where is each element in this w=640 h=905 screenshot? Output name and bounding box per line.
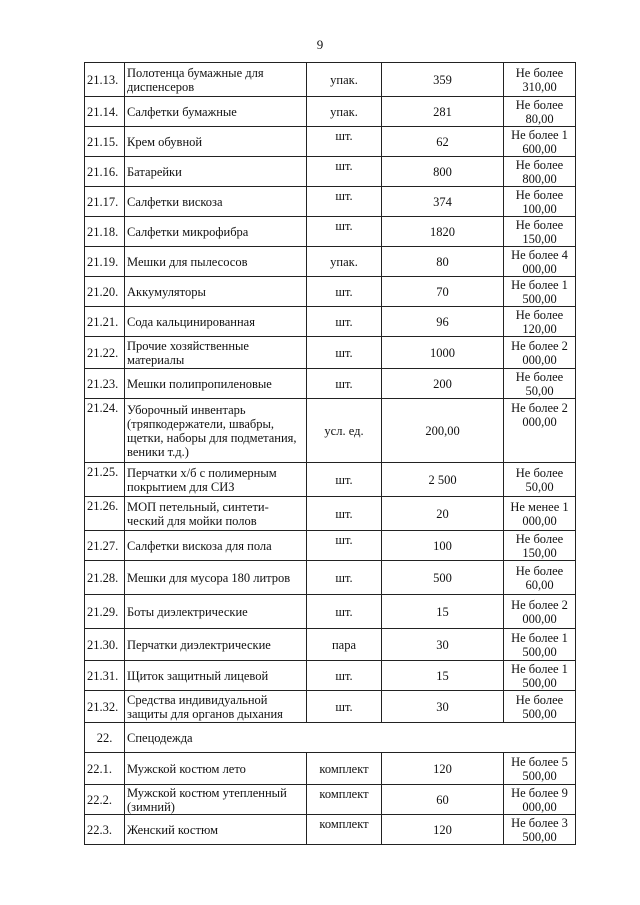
item-name: МОП петельный, синтети-ческий для мойки полов (125, 497, 307, 531)
row-number: 22.2. (85, 785, 125, 815)
row-number: 21.22. (85, 337, 125, 369)
item-quantity: 2 500 (382, 463, 504, 497)
item-quantity: 200,00 (382, 399, 504, 463)
row-number: 21.14. (85, 97, 125, 127)
table-row (85, 337, 576, 369)
item-price: Не более 150,00 (504, 217, 576, 247)
item-price: Не более 2 000,00 (504, 337, 576, 369)
item-quantity: 359 (382, 63, 504, 97)
table-row (85, 63, 576, 97)
row-number: 21.23. (85, 369, 125, 399)
item-name: Салфетки микрофибра (125, 217, 307, 247)
item-name: Сода кальцинированная (125, 307, 307, 337)
table-row (85, 97, 576, 127)
item-name: Боты диэлектрические (125, 595, 307, 629)
item-quantity: 20 (382, 497, 504, 531)
table-row (85, 691, 576, 723)
item-quantity: 30 (382, 629, 504, 661)
item-unit: пара (307, 629, 382, 661)
item-name: Мешки для мусора 180 литров (125, 561, 307, 595)
item-quantity: 281 (382, 97, 504, 127)
item-quantity: 800 (382, 157, 504, 187)
item-quantity: 96 (382, 307, 504, 337)
table-row (85, 785, 576, 815)
item-price: Не более 2 000,00 (504, 595, 576, 629)
table-row (85, 753, 576, 785)
row-number: 21.27. (85, 531, 125, 561)
row-number: 21.17. (85, 187, 125, 217)
row-number: 21.25. (85, 463, 125, 497)
item-quantity: 500 (382, 561, 504, 595)
item-quantity: 15 (382, 595, 504, 629)
row-number: 21.18. (85, 217, 125, 247)
item-quantity: 1000 (382, 337, 504, 369)
table-row (85, 187, 576, 217)
row-number: 21.32. (85, 691, 125, 723)
page-number: 9 (316, 37, 324, 52)
item-name: Салфетки вискоза (125, 187, 307, 217)
item-name: Мужской костюм утепленный (зимний) (125, 785, 307, 815)
table-row (85, 307, 576, 337)
item-price: Не более 80,00 (504, 97, 576, 127)
item-price: Не более 150,00 (504, 531, 576, 561)
section-number: 22. (85, 723, 125, 753)
table-row (85, 369, 576, 399)
row-number: 21.21. (85, 307, 125, 337)
table-row (85, 399, 576, 463)
item-unit: упак. (307, 63, 382, 97)
item-unit: шт. (307, 497, 382, 531)
item-unit: шт. (307, 157, 382, 187)
item-price: Не более 100,00 (504, 187, 576, 217)
item-price: Не более 50,00 (504, 463, 576, 497)
item-price: Не более 800,00 (504, 157, 576, 187)
table-row (85, 661, 576, 691)
row-number: 21.26. (85, 497, 125, 531)
item-unit: шт. (307, 217, 382, 247)
table-row (85, 463, 576, 497)
item-price: Не более 500,00 (504, 691, 576, 723)
row-number: 21.31. (85, 661, 125, 691)
item-name: Прочие хозяйственные материалы (125, 337, 307, 369)
item-quantity: 100 (382, 531, 504, 561)
item-unit: шт. (307, 691, 382, 723)
item-price: Не более 60,00 (504, 561, 576, 595)
row-number: 21.28. (85, 561, 125, 595)
item-name: Средства индивидуальной защиты для органов дыхания (125, 691, 307, 723)
row-number: 21.16. (85, 157, 125, 187)
item-price: Не более 120,00 (504, 307, 576, 337)
item-price: Не более 1 500,00 (504, 629, 576, 661)
row-number: 22.1. (85, 753, 125, 785)
item-unit: комплект (307, 753, 382, 785)
item-unit: шт. (307, 337, 382, 369)
item-name: Полотенца бумажные для диспенсеров (125, 63, 307, 97)
item-price: Не более 3 500,00 (504, 815, 576, 845)
item-quantity: 120 (382, 815, 504, 845)
table-row (85, 247, 576, 277)
item-name: Мешки для пылесосов (125, 247, 307, 277)
item-unit: упак. (307, 97, 382, 127)
row-number: 22.3. (85, 815, 125, 845)
item-unit: комплект (307, 785, 382, 815)
item-quantity: 1820 (382, 217, 504, 247)
item-quantity: 60 (382, 785, 504, 815)
table-row (85, 497, 576, 531)
table-row (85, 815, 576, 845)
table-row (85, 595, 576, 629)
item-unit: шт. (307, 531, 382, 561)
item-unit: шт. (307, 561, 382, 595)
item-unit: шт. (307, 595, 382, 629)
item-unit: шт. (307, 661, 382, 691)
item-price: Не более 2 000,00 (504, 399, 576, 463)
item-unit: упак. (307, 247, 382, 277)
item-quantity: 80 (382, 247, 504, 277)
item-quantity: 200 (382, 369, 504, 399)
item-price: Не более 1 500,00 (504, 661, 576, 691)
row-number: 21.29. (85, 595, 125, 629)
item-quantity: 374 (382, 187, 504, 217)
supplies-table (84, 62, 576, 845)
table-row (85, 561, 576, 595)
item-price: Не более 50,00 (504, 369, 576, 399)
row-number: 21.15. (85, 127, 125, 157)
item-price: Не более 4 000,00 (504, 247, 576, 277)
item-name: Уборочный инвентарь (тряпкодержатели, швабры, щетки, наборы для подметания, веники т.д.) (125, 399, 307, 463)
item-quantity: 70 (382, 277, 504, 307)
item-price: Не более 5 500,00 (504, 753, 576, 785)
item-quantity: 30 (382, 691, 504, 723)
item-name: Аккумуляторы (125, 277, 307, 307)
item-quantity: 62 (382, 127, 504, 157)
row-number: 21.13. (85, 63, 125, 97)
item-name: Батарейки (125, 157, 307, 187)
item-unit: шт. (307, 463, 382, 497)
table-row (85, 277, 576, 307)
section-title: Спецодежда (125, 723, 576, 753)
item-price: Не более 1 500,00 (504, 277, 576, 307)
row-number: 21.20. (85, 277, 125, 307)
item-name: Щиток защитный лицевой (125, 661, 307, 691)
item-price: Не более 9 000,00 (504, 785, 576, 815)
section-row (85, 723, 576, 753)
item-name: Женский костюм (125, 815, 307, 845)
table-row (85, 531, 576, 561)
table-row (85, 127, 576, 157)
item-name: Мужской костюм лето (125, 753, 307, 785)
item-unit: комплект (307, 815, 382, 845)
item-unit: усл. ед. (307, 399, 382, 463)
item-name: Крем обувной (125, 127, 307, 157)
item-unit: шт. (307, 187, 382, 217)
item-name: Мешки полипропиленовые (125, 369, 307, 399)
item-price: Не менее 1 000,00 (504, 497, 576, 531)
row-number: 21.30. (85, 629, 125, 661)
row-number: 21.24. (85, 399, 125, 463)
row-number: 21.19. (85, 247, 125, 277)
item-unit: шт. (307, 369, 382, 399)
item-quantity: 15 (382, 661, 504, 691)
item-name: Перчатки диэлектрические (125, 629, 307, 661)
item-unit: шт. (307, 277, 382, 307)
item-unit: шт. (307, 307, 382, 337)
table-row (85, 217, 576, 247)
table-row (85, 157, 576, 187)
item-unit: шт. (307, 127, 382, 157)
item-name: Перчатки х/б с полимерным покрытием для СИЗ (125, 463, 307, 497)
table-row (85, 629, 576, 661)
item-price: Не более 1 600,00 (504, 127, 576, 157)
item-price: Не более 310,00 (504, 63, 576, 97)
item-name: Салфетки бумажные (125, 97, 307, 127)
item-quantity: 120 (382, 753, 504, 785)
item-name: Салфетки вискоза для пола (125, 531, 307, 561)
